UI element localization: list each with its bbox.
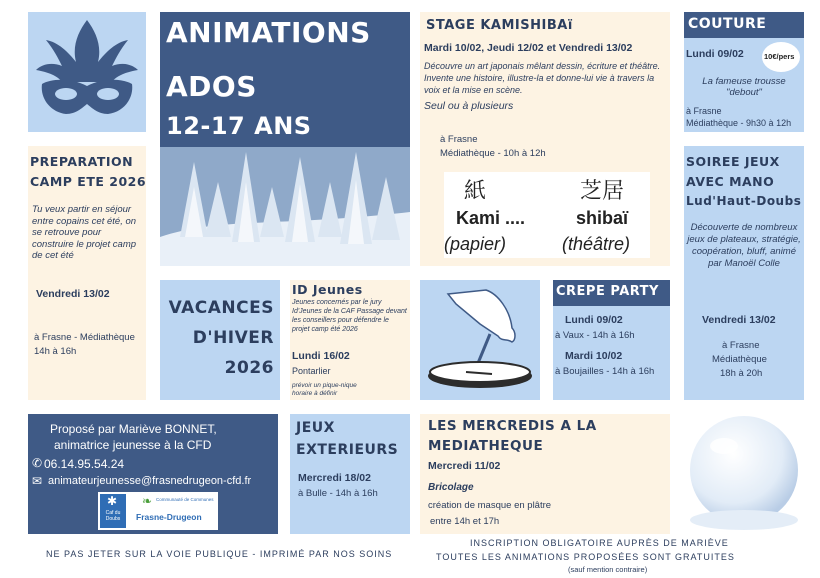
footer-right2: TOUTES LES ANIMATIONS PROPOSÉES SONT GRATUITES: [436, 552, 735, 562]
title-line2: ADOS: [166, 70, 257, 103]
kamishibai-place: à Frasne: [440, 134, 478, 145]
cc-logo-small: Communauté de Communes: [156, 497, 214, 502]
crepe-illustration-panel: [420, 280, 540, 400]
crepe-pan-icon: [420, 280, 540, 400]
contact-line1: Proposé par Mariève BONNET,: [50, 422, 217, 436]
preparation-time: 14h à 16h: [34, 346, 77, 357]
kamishibai-venue-time: Médiathèque - 10h à 12h: [440, 148, 546, 159]
title-line1: ANIMATIONS: [166, 16, 371, 49]
meaning-theatre: (théâtre): [562, 234, 631, 254]
snow-globe-image: [684, 412, 804, 534]
soiree-date: Vendredi 13/02: [702, 314, 776, 326]
id-jeunes-description: Jeunes concernés par le jury Id'Jeunes de la CAF Passage devant les conseillers pour défendre le projet camp été 2026: [292, 299, 407, 333]
vacances-line3: 2026: [224, 358, 274, 378]
couture-header: [684, 12, 804, 38]
contact-phone[interactable]: 06.14.95.54.24: [44, 457, 125, 471]
cc-logo-leaf-icon: ❧: [142, 494, 153, 508]
id-jeunes-panel: [290, 280, 410, 400]
preparation-panel: [28, 146, 146, 400]
preparation-title-line2: CAMP ETE 2026: [30, 174, 147, 189]
snowy-forest-image: [160, 12, 410, 266]
soiree-venue: Médiathèque: [712, 354, 767, 365]
contact-panel: [28, 414, 278, 534]
couture-place: à Frasne: [686, 106, 722, 116]
meaning-papier: (papier): [444, 234, 507, 254]
jeux-ext-panel: [290, 414, 410, 534]
cc-logo-name: Frasne-Drugeon: [136, 512, 202, 522]
kanji-shibai: 芝居: [580, 178, 625, 203]
crepe-place1: à Vaux - 14h à 16h: [555, 330, 635, 341]
title-panel: [160, 12, 410, 266]
partner-logos: [98, 492, 218, 530]
carnival-mask-icon: [28, 12, 146, 132]
age-range: 12-17 ANS: [166, 112, 312, 140]
vacances-panel: [160, 280, 280, 400]
jeux-ext-place: à Bulle - 14h à 16h: [298, 488, 378, 499]
crepe-header: [553, 280, 670, 306]
couture-project: La fameuse trousse "debout": [702, 76, 786, 98]
couture-date: Lundi 09/02: [686, 48, 744, 60]
preparation-title-line1: PREPARATION: [30, 154, 134, 169]
kanji-kami: 紙: [464, 178, 487, 203]
vacances-line1: VACANCES: [168, 298, 274, 318]
crepe-panel: [553, 306, 670, 400]
preparation-date: Vendredi 13/02: [36, 288, 110, 300]
mercredis-title-line1: LES MERCREDIS A LA: [428, 418, 597, 434]
id-jeunes-title: ID Jeunes: [292, 282, 363, 297]
footer-left: NE PAS JETER SUR LA VOIE PUBLIQUE - IMPRIMÉ PAR NOS SOINS: [46, 549, 393, 559]
mercredis-title-line2: MEDIATHEQUE: [428, 438, 544, 454]
email-icon: ✉: [32, 474, 43, 488]
caf-logo-star-icon: ✱: [107, 494, 118, 508]
kamishibai-title: STAGE KAMISHIBAï: [426, 18, 573, 33]
footer-right3: (sauf mention contraire): [568, 565, 648, 574]
couture-title: COUTURE: [688, 16, 767, 32]
mask-panel: [28, 12, 146, 132]
footer-right1: INSCRIPTION OBLIGATOIRE AUPRÈS DE MARIÈVE: [470, 538, 729, 548]
id-jeunes-date: Lundi 16/02: [292, 350, 350, 362]
jeux-ext-date: Mercredi 18/02: [298, 472, 371, 484]
couture-price: 10€/pers: [764, 52, 795, 61]
soiree-title-line1: SOIREE JEUX: [686, 154, 780, 169]
vacances-line2: D'HIVER: [192, 328, 274, 348]
phone-icon: ✆: [32, 456, 43, 470]
id-jeunes-note: prévoir un pique-nique horaire à définir: [292, 382, 357, 397]
id-jeunes-place: Pontarlier: [292, 366, 331, 376]
jeux-ext-title-line1: JEUX: [296, 420, 335, 436]
soiree-panel: [684, 146, 804, 400]
contact-email[interactable]: animateurjeunesse@frasnedrugeon-cfd.fr: [48, 475, 252, 487]
mercredis-date: Mercredi 11/02: [428, 460, 501, 472]
couture-venue-time: Médiathèque - 9h30 à 12h: [686, 118, 792, 128]
crepe-place2: à Boujailles - 14h à 16h: [555, 366, 655, 377]
mercredis-time: entre 14h et 17h: [430, 516, 500, 527]
mercredis-description: création de masque en plâtre: [428, 500, 552, 511]
soiree-description: Découverte de nombreux jeux de plateaux, stratégie, coopération, bluff, animé par Manoël Colle: [687, 222, 801, 269]
soiree-title-line2: AVEC MANO: [686, 174, 775, 189]
caf-logo: [100, 494, 126, 528]
couture-panel: [684, 38, 804, 132]
kamishibai-dates: Mardi 10/02, Jeudi 12/02 et Vendredi 13/02: [424, 42, 633, 54]
crepe-date1: Lundi 09/02: [565, 314, 623, 326]
crepe-date2: Mardi 10/02: [565, 350, 623, 362]
jeux-ext-title-line2: EXTERIEURS: [296, 442, 399, 458]
word-kami: Kami ....: [456, 208, 526, 228]
soiree-title-line3: Lud'Haut-Doubs: [686, 194, 802, 208]
kamishibai-group: Seul ou à plusieurs: [424, 100, 514, 112]
contact-line2: animatrice jeunesse à la CFD: [54, 438, 212, 452]
mercredis-panel: [420, 414, 670, 534]
kamishibai-description: Découvre un art japonais mêlant dessin, écriture et théâtre. Invente une histoire, illustre-la et donne-lui vie à travers la voix et la mise en scène.: [424, 61, 661, 95]
word-shibai: shibaï: [576, 208, 629, 228]
crepe-title: CREPE PARTY: [556, 284, 659, 299]
soiree-time: 18h à 20h: [720, 368, 763, 379]
caf-logo-text: Caf du Doubs: [105, 510, 121, 522]
preparation-place: à Frasne - Médiathèque: [34, 332, 135, 343]
kamishibai-panel: [420, 12, 670, 266]
soiree-place: à Frasne: [722, 340, 760, 351]
mercredis-activity: Bricolage: [428, 482, 474, 493]
preparation-description: Tu veux partir en séjour entre copains cet été, on se retrouve pour construire le projet camp de cet été: [32, 204, 137, 261]
